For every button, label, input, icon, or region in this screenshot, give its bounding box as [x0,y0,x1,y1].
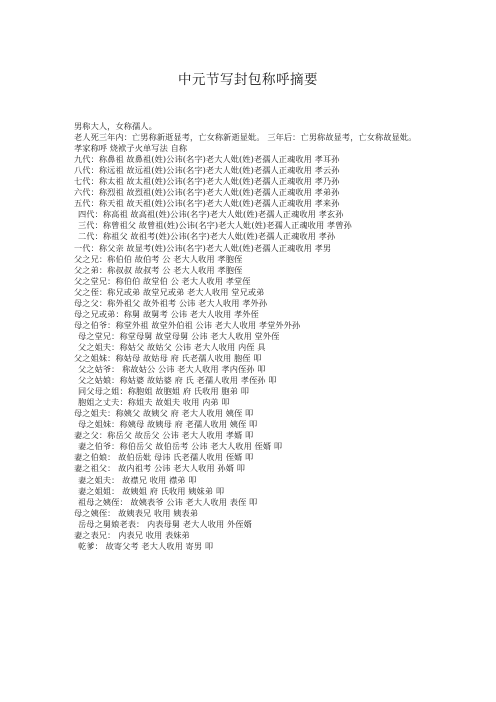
text-line: 五代：称天祖 故天祖(姓)公讳(名字)老大人妣(姓)老孺人正魂收用 孝来孙 [74,198,340,209]
text-line: 二代：称祖父 故祖考(姓)公讳(名字)老大人妣(姓)老孺人正魂收用 孝孙 [78,231,336,242]
text-line: 胞姐之丈夫：称姐夫 故姐夫 收用 内弟 叩 [78,397,230,408]
text-line: 父之姑爷： 称故姑公 公讳 老大人收用 孝内侄孙 叩 [78,364,266,375]
text-line: 母之堂兄：称堂母舅 故堂母舅 公讳 老大人收用 堂外侄 [78,330,280,341]
text-line: 父之弟：称叔叔 故叔考 公 老大人收用 孝胞侄 [74,264,243,275]
document-body [74,121,426,552]
text-line: 妻之伯娘： 故伯岳妣 母讳 氏老孺人收用 侄婿 叩 [74,452,254,463]
text-line: 母之姐妹：称姨母 故姨母 府 老孺人收用 姨侄 叩 [78,419,258,430]
text-line: 母之兄或弟：称舅 故舅考 公讳 老大人收用 孝外侄 [74,308,259,319]
text-line: 岳母之舅娘老表： 内表母舅 老大人收用 外侄婿 [78,518,252,529]
text-line: 孝家称呼 烧袱子火单写法 自称 [74,143,188,154]
text-line: 父之堂兄：称伯伯 故堂伯 公 老大人收用 孝堂侄 [74,275,251,286]
text-line: 三代：称曾祖父 故曾祖(姓)公讳(名字)老大人妣(姓)老孺人正魂收用 孝曾孙 [78,220,352,231]
text-line: 妻之父：称岳父 故岳父 公讳 老大人收用 孝婿 叩 [74,430,254,441]
text-line: 父之姐妹：称姑母 故姑母 府 氏老孺人收用 胞侄 叩 [74,352,262,363]
text-line: 六代：称烈祖 故烈祖(姓)公讳(名字)老大人妣(姓)老孺人正魂收用 孝弟孙 [74,187,340,198]
document-title: 中元节写封包称呼摘要 [178,72,318,88]
text-line: 一代：称父亲 故显考(姓)公讳(名字)老大人妣(姓)老孺人正魂收用 孝男 [74,242,332,253]
text-line: 九代：称鼻祖 故鼻祖(姓)公讳(名字)老大人妣(姓)老孺人正魂收用 孝耳孙 [74,154,340,165]
text-line: 母之伯爷：称堂外祖 故堂外伯祖 公讳 老大人收用 孝堂外外孙 [74,319,301,330]
text-line: 妻之祖父： 故内祖考 公讳 老大人收用 孙婿 叩 [74,463,245,474]
text-line: 父之侄：称兄或弟 故堂兄或弟 老大人收用 堂兄或弟 [74,286,265,297]
text-line: 母之父：称外祖父 故外祖考 公讳 老大人收用 孝外孙 [74,297,268,308]
text-line: 父之兄：称伯伯 故伯考 公 老大人收用 孝胞侄 [74,253,243,264]
text-line: 妻之姐姐： 故姨姐 府 氏收用 姨妹弟 叩 [78,485,225,496]
text-line: 祖母之姨侄： 故姨表爷 公讳 老大人收用 表侄 叩 [78,496,258,507]
text-line: 男称大人，女称孺人。 [74,121,157,131]
text-line: 四代：称高祖 故高祖(姓)公讳(名字)老大人妣(姓)老孺人正魂收用 孝玄孙 [78,209,344,220]
text-line: 妻之表兄： 内表兄 收用 表妹弟 [74,529,190,540]
text-line: 母之姐夫：称姨父 故姨父 府 老大人收用 姨侄 叩 [74,408,254,419]
text-line: 妻之伯爷：称伯岳父 故伯岳考 公讳 老大人收用 侄婿 叩 [78,441,283,452]
text-line: 七代：称太祖 故太祖(姓)公讳(名字)老大人妣(姓)老孺人正魂收用 孝乃孙 [74,176,340,187]
text-line: 父之姐夫：称姑父 故姑父 公讳 老大人收用 内侄 具 [78,341,266,352]
text-line: 父之姑娘：称姑婆 故姑婆 府 氏 老孺人收用 孝侄孙 叩 [78,375,277,386]
text-line: 妻之姐夫： 故襟兄 收用 襟弟 叩 [78,474,197,485]
text-line: 八代：称远祖 故远祖(姓)公讳(名字)老大人妣(姓)老孺人正魂收用 孝云孙 [74,165,340,176]
text-line: 母之姨侄： 故姨表兄 收用 姨表弟 [74,507,199,518]
text-line: 同父母之姐：称胞姐 故胞姐 府 氏收用 胞弟 叩 [78,386,249,397]
text-line: 乾爹： 故寄父考 老大人收用 寄男 叩 [78,540,214,551]
text-line: 老人死三年内：亡男称新逝显考，亡女称新逝显妣。 三年后：亡男称故显考，亡女称故显妣。 [74,132,417,143]
